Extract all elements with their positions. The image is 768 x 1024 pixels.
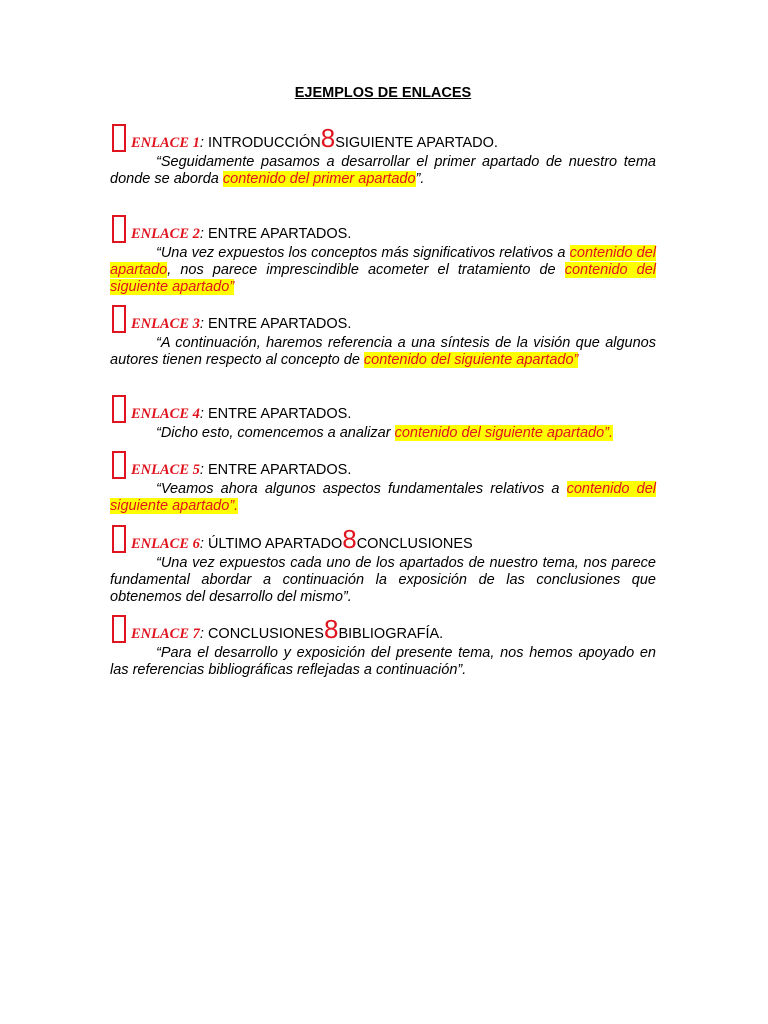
enlace-heading: ENLACE 6: ÚLTIMO APARTADO8CONCLUSIONES	[110, 525, 656, 555]
enlace-heading-text: ENTRE APARTADOS.	[203, 226, 352, 242]
enlace-heading-text: ÚLTIMO APARTADO	[203, 536, 343, 552]
missing-glyph-box-icon	[112, 615, 126, 643]
enlace-heading-target: BIBLIOGRAFÍA.	[338, 626, 444, 642]
enlace-section-3	[110, 305, 656, 369]
enlace-label: ENLACE 2	[131, 226, 200, 242]
enlace-heading-text: CONCLUSIONES	[203, 626, 324, 642]
enlace-heading: ENLACE 4: ENTRE APARTADOS.	[110, 395, 656, 425]
enlace-heading-text: ENTRE APARTADOS.	[203, 462, 352, 478]
enlace-label: ENLACE 4	[131, 406, 200, 422]
highlighted-text: contenido del siguiente apartado”.	[394, 425, 614, 441]
missing-glyph-box-icon	[112, 395, 126, 423]
highlighted-text: contenido del siguiente apartado”	[110, 261, 656, 295]
highlighted-text: contenido del primer apartado	[222, 170, 416, 187]
enlace-section-6	[110, 525, 656, 605]
missing-glyph-box-icon	[112, 124, 126, 152]
enlace-heading-text: INTRODUCCIÓN	[203, 135, 321, 151]
enlace-quote: “Dicho esto, comencemos a analizar contenido del siguiente apartado”.	[156, 425, 614, 441]
enlace-section-5	[110, 451, 656, 515]
enlace-label: ENLACE 5	[131, 462, 200, 478]
enlace-section-7	[110, 615, 656, 679]
enlace-label: ENLACE 6	[131, 536, 200, 552]
enlace-section-2	[110, 215, 656, 295]
enlace-heading-target: CONCLUSIONES	[356, 536, 473, 552]
highlighted-text: contenido del apartado	[110, 245, 656, 278]
enlace-label: ENLACE 3	[131, 316, 200, 332]
highlighted-text: contenido del siguiente apartado”.	[110, 481, 656, 514]
page-title: EJEMPLOS DE ENLACES	[294, 85, 472, 101]
enlace-heading: ENLACE 1: INTRODUCCIÓN8SIGUIENTE APARTADO.	[110, 124, 656, 154]
enlace-quote: “A continuación, haremos referencia a una síntesis de la visión que algunos autores tienen respecto al concepto de contenido del siguiente apartado”	[110, 335, 656, 368]
enlace-label: ENLACE 1	[131, 135, 200, 151]
arrow-symbol-icon: 8	[342, 524, 357, 554]
enlace-section-1	[110, 124, 656, 188]
enlace-label: ENLACE 7	[131, 626, 200, 642]
enlace-heading: ENLACE 3: ENTRE APARTADOS.	[110, 305, 656, 335]
enlace-heading-target: SIGUIENTE APARTADO.	[335, 135, 498, 151]
enlace-quote: “Una vez expuestos los conceptos más significativos relativos a contenido del apartado, nos parece imprescindible acometer el tratamiento de contenido del siguiente apartado”	[110, 245, 656, 295]
enlace-quote: “Para el desarrollo y exposición del presente tema, nos hemos apoyado en las referencias bibliográficas reflejadas a continuación”.	[110, 645, 656, 678]
missing-glyph-box-icon	[112, 451, 126, 479]
enlace-heading: ENLACE 5: ENTRE APARTADOS.	[110, 451, 656, 481]
arrow-symbol-icon: 8	[323, 614, 339, 644]
enlace-heading: ENLACE 2: ENTRE APARTADOS.	[110, 215, 656, 245]
enlace-section-4	[110, 395, 656, 442]
enlace-heading-text: ENTRE APARTADOS.	[203, 406, 352, 422]
highlighted-text: contenido del siguiente apartado”	[363, 351, 579, 368]
enlace-quote: “Seguidamente pasamos a desarrollar el primer apartado de nuestro tema donde se aborda contenido del primer apartado”.	[110, 154, 656, 187]
missing-glyph-box-icon	[112, 525, 126, 553]
missing-glyph-box-icon	[112, 215, 126, 243]
enlace-heading: ENLACE 7: CONCLUSIONES8BIBLIOGRAFÍA.	[110, 615, 656, 645]
missing-glyph-box-icon	[112, 305, 126, 333]
enlace-quote: “Veamos ahora algunos aspectos fundamentales relativos a contenido del siguiente apartado”.	[110, 481, 656, 514]
enlace-heading-text: ENTRE APARTADOS.	[203, 316, 352, 332]
enlace-quote: “Una vez expuestos cada uno de los apartados de nuestro tema, nos parece fundamental abordar a continuación la exposición de las conclusiones que obtenemos del desarrollo del mismo”.	[110, 555, 656, 605]
arrow-symbol-icon: 8	[320, 123, 336, 153]
